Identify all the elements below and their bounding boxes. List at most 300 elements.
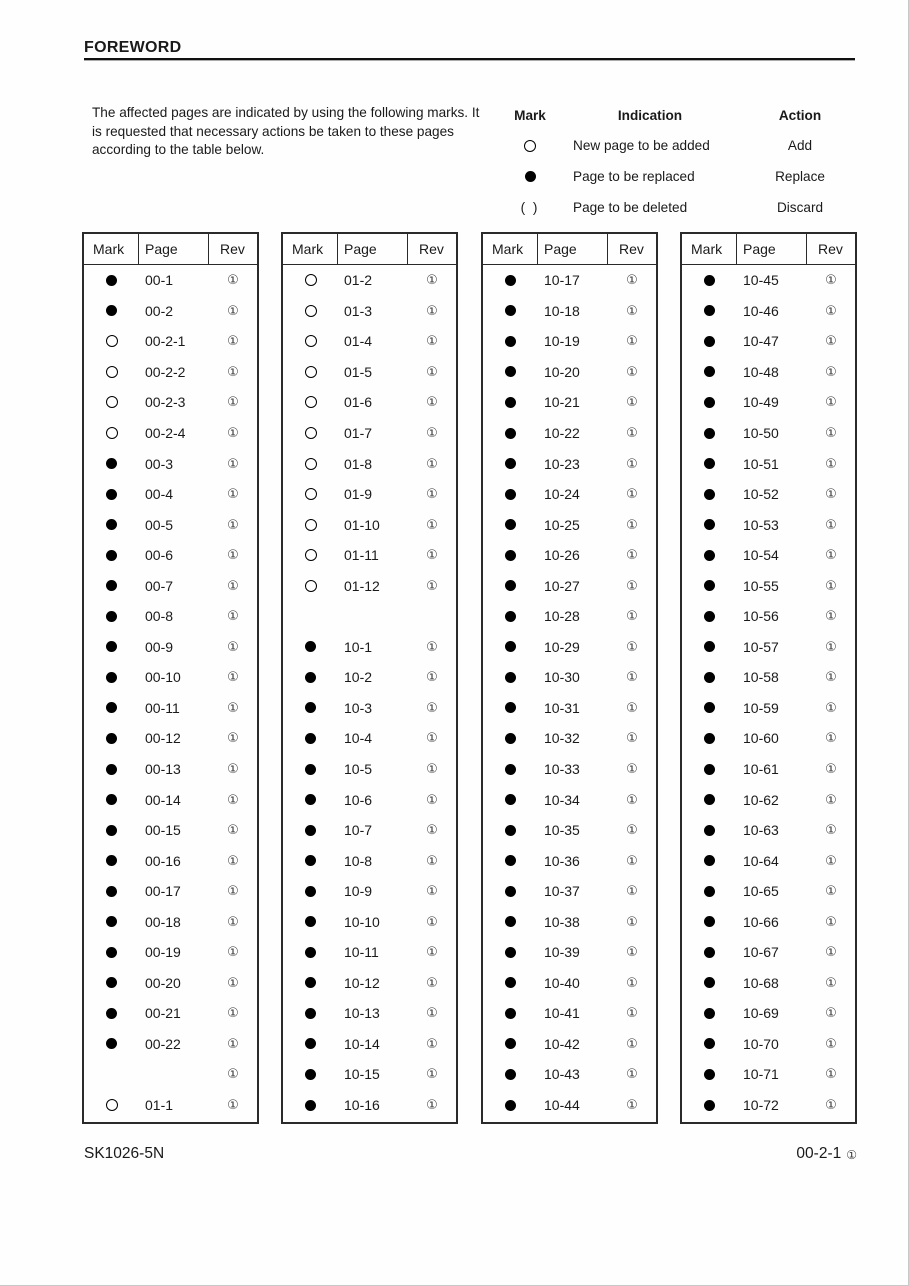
- mark-cell: [84, 702, 139, 713]
- page-cell: 00-9: [145, 638, 174, 655]
- filled-circle-mark: [106, 733, 117, 744]
- mark-cell: [84, 580, 139, 591]
- table-body: [283, 265, 456, 1120]
- open-circle-mark: [305, 335, 317, 347]
- mark-cell: [84, 794, 139, 805]
- mark-cell: [84, 1099, 139, 1111]
- table-header-row: [483, 234, 656, 265]
- open-circle-mark: [106, 427, 118, 439]
- table-row: [283, 968, 456, 999]
- table-row: [283, 906, 456, 937]
- filled-circle-mark: [704, 1100, 715, 1111]
- page-cell: 00-2-2: [145, 363, 186, 380]
- mark-cell: [283, 641, 338, 652]
- filled-circle-mark: [106, 855, 117, 866]
- col-header-mark: Mark: [84, 234, 139, 264]
- page-cell: 10-43: [544, 1066, 580, 1083]
- filled-circle-mark: [505, 702, 516, 713]
- rev-cell: ①: [227, 1066, 239, 1082]
- page-cell: 10-31: [544, 699, 580, 716]
- rev-cell: ①: [227, 883, 239, 899]
- mark-cell: [682, 428, 737, 439]
- mark-cell: [283, 947, 338, 958]
- mark-cell: [283, 366, 338, 378]
- mark-cell: [682, 275, 737, 286]
- page-cell: 10-71: [743, 1066, 779, 1083]
- filled-circle-mark: [505, 1069, 516, 1080]
- filled-circle-mark: [704, 672, 715, 683]
- filled-circle-mark: [106, 794, 117, 805]
- mark-cell: [283, 274, 338, 286]
- table-row: [682, 570, 855, 601]
- table-row: [283, 723, 456, 754]
- mark-cell: [483, 1038, 538, 1049]
- rev-cell: ①: [626, 730, 638, 746]
- page-cell: 10-13: [344, 1005, 380, 1022]
- filled-circle-mark: [305, 1038, 316, 1049]
- rev-cell: ①: [426, 822, 438, 838]
- mark-cell: [483, 641, 538, 652]
- col-header-page: Page: [338, 234, 408, 264]
- page-cell: 01-6: [344, 394, 373, 411]
- table-row: [483, 357, 656, 388]
- table-header-row: [682, 234, 855, 265]
- page-cell: 10-3: [344, 699, 373, 716]
- filled-circle-mark: [704, 489, 715, 500]
- rev-cell: ①: [426, 547, 438, 563]
- col-header-page: Page: [139, 234, 209, 264]
- table-row: [682, 662, 855, 693]
- rev-cell: ①: [227, 516, 239, 532]
- table-row: [84, 693, 257, 724]
- table-header-row: [283, 234, 456, 265]
- page-cell: 10-22: [544, 425, 580, 441]
- page-cell: 10-41: [544, 1005, 580, 1022]
- filled-circle-mark: [505, 397, 516, 408]
- page-cell: 01-2: [344, 272, 373, 289]
- table-row: [283, 693, 456, 724]
- filled-circle-mark: [305, 916, 316, 927]
- mark-cell: [682, 611, 737, 622]
- page-cell: 10-68: [743, 974, 779, 991]
- open-circle-mark: [305, 427, 317, 439]
- table-row: [682, 754, 855, 785]
- table-row: [283, 326, 456, 357]
- mark-cell: [483, 825, 538, 836]
- rev-cell: ①: [626, 883, 638, 899]
- table-row: [84, 968, 257, 999]
- rev-cell: ①: [626, 1097, 638, 1113]
- mark-cell: [483, 764, 538, 775]
- filled-circle-mark: [704, 611, 715, 622]
- table-row: [682, 693, 855, 724]
- legend-header-mark: Mark: [514, 107, 546, 123]
- filled-circle-mark: [704, 794, 715, 805]
- page-cell: 00-15: [145, 822, 181, 839]
- rev-cell: ①: [426, 363, 438, 379]
- mark-cell: [483, 794, 538, 805]
- table-row: [84, 662, 257, 693]
- filled-circle-mark: [305, 794, 316, 805]
- mark-cell: [483, 275, 538, 286]
- rev-cell: ①: [825, 913, 837, 929]
- legend-indication: Page to be replaced: [573, 168, 695, 184]
- table-row: [682, 387, 855, 418]
- page-cell: 00-6: [145, 547, 174, 564]
- title-underline: [84, 58, 855, 60]
- filled-circle-mark: [704, 977, 715, 988]
- rev-cell: ①: [626, 455, 638, 471]
- document-code: SK1026-5N: [84, 1145, 165, 1162]
- legend-indication: New page to be added: [573, 138, 710, 154]
- table-body: [682, 265, 855, 1120]
- legend-action: Add: [787, 138, 813, 154]
- page-cell: 10-49: [743, 394, 779, 411]
- rev-cell: ①: [426, 1035, 438, 1051]
- table-row: [283, 540, 456, 571]
- open-circle-mark: [305, 305, 317, 317]
- table-row: [483, 1029, 656, 1060]
- rev-cell: ①: [227, 333, 239, 349]
- table-row: [84, 815, 257, 846]
- mark-cell: [283, 396, 338, 408]
- table-row: [84, 1029, 257, 1060]
- mark-cell: [483, 702, 538, 713]
- page-cell: 10-54: [743, 547, 779, 564]
- col-header-rev: Rev: [220, 241, 245, 257]
- filled-circle-mark: [505, 305, 516, 316]
- mark-cell: [283, 519, 338, 531]
- rev-cell: ①: [825, 272, 837, 288]
- table-row: [483, 784, 656, 815]
- table-row: [84, 632, 257, 663]
- mark-cell: [84, 764, 139, 775]
- mark-cell: [283, 825, 338, 836]
- table-row: [483, 845, 656, 876]
- page-cell: 10-38: [544, 913, 580, 930]
- mark-cell: [682, 550, 737, 561]
- rev-cell: ①: [825, 1097, 837, 1113]
- rev-cell: ①: [426, 883, 438, 899]
- table-body: [483, 265, 656, 1120]
- table-row: [84, 998, 257, 1029]
- page-cell: 10-20: [544, 363, 580, 380]
- page-cell: 10-8: [344, 852, 373, 869]
- table-row: [682, 1029, 855, 1060]
- page-cell: 00-2-4: [145, 425, 186, 441]
- page-cell: 10-63: [743, 822, 779, 839]
- col-header-mark: Mark: [283, 234, 338, 264]
- rev-cell: ①: [626, 791, 638, 807]
- table-row: [84, 784, 257, 815]
- filled-circle-mark: [106, 611, 117, 622]
- page-cell: 10-36: [544, 852, 580, 869]
- filled-circle-mark: [505, 855, 516, 866]
- filled-circle-mark: [505, 1008, 516, 1019]
- mark-cell: [84, 1038, 139, 1049]
- mark-cell: [283, 1069, 338, 1080]
- rev-cell: ①: [426, 577, 438, 593]
- table-row: [84, 906, 257, 937]
- page-cell: 10-10: [344, 913, 380, 930]
- rev-cell: ①: [227, 638, 239, 654]
- table-row: [283, 601, 456, 632]
- legend-mark-cell: [500, 140, 560, 152]
- open-circle-mark: [305, 396, 317, 408]
- page-cell: 10-53: [743, 516, 779, 533]
- table-row: [483, 509, 656, 540]
- rev-cell: ①: [825, 1005, 837, 1021]
- table-row: [682, 479, 855, 510]
- table-row: [84, 937, 257, 968]
- table-row: [682, 1090, 855, 1121]
- filled-circle-mark: [305, 977, 316, 988]
- mark-cell: [283, 794, 338, 805]
- page-cell: 10-42: [544, 1035, 580, 1052]
- table-row: [483, 326, 656, 357]
- mark-cell: [483, 397, 538, 408]
- table-row: [483, 540, 656, 571]
- legend-header-indication: Indication: [617, 107, 683, 123]
- mark-cell: [84, 335, 139, 347]
- table-row: [283, 479, 456, 510]
- rev-cell: ①: [227, 913, 239, 929]
- page-cell: 00-2-1: [145, 333, 186, 350]
- mark-cell: [283, 855, 338, 866]
- open-circle-mark: [106, 1099, 118, 1111]
- filled-circle-mark: [505, 764, 516, 775]
- filled-circle-mark: [305, 641, 316, 652]
- table-row: [483, 632, 656, 663]
- page-cell: 10-24: [544, 486, 580, 503]
- legend-header-action: Action: [778, 107, 822, 123]
- page-cell: 10-60: [743, 730, 779, 747]
- filled-circle-mark: [305, 1008, 316, 1019]
- mark-cell: [84, 366, 139, 378]
- table-row: [283, 845, 456, 876]
- col-header-page: Page: [737, 234, 807, 264]
- legend-mark-cell: [500, 171, 560, 182]
- rev-cell: ①: [227, 272, 239, 288]
- rev-cell: ①: [825, 852, 837, 868]
- mark-cell: [84, 947, 139, 958]
- rev-cell: ①: [825, 791, 837, 807]
- mark-cell: [682, 641, 737, 652]
- page-cell: 10-11: [344, 944, 379, 961]
- mark-cell: [483, 855, 538, 866]
- filled-circle-mark: [305, 1100, 316, 1111]
- mark-cell: [682, 702, 737, 713]
- page-cell: 10-61: [743, 761, 779, 778]
- mark-cell: [84, 550, 139, 561]
- rev-cell: ①: [626, 944, 638, 960]
- page-cell: 10-25: [544, 516, 580, 533]
- page-cell: 10-67: [743, 944, 779, 961]
- page-cell: 10-12: [344, 974, 380, 991]
- filled-circle-mark: [704, 916, 715, 927]
- rev-cell: ①: [825, 883, 837, 899]
- mark-cell: [283, 764, 338, 775]
- mark-cell: [483, 489, 538, 500]
- mark-cell: [682, 458, 737, 469]
- page-cell: 10-28: [544, 608, 580, 625]
- page-cell: 00-12: [145, 730, 181, 747]
- mark-cell: [283, 702, 338, 713]
- table-row: [283, 418, 456, 449]
- table-row: [483, 754, 656, 785]
- rev-cell: ①: [227, 761, 239, 777]
- filled-circle-mark: [106, 1008, 117, 1019]
- page-cell: 10-64: [743, 852, 779, 869]
- rev-cell: ①: [825, 608, 837, 624]
- rev-cell: ①: [825, 1035, 837, 1051]
- filled-circle-mark: [505, 794, 516, 805]
- filled-circle-mark: [505, 886, 516, 897]
- filled-circle-mark: [505, 458, 516, 469]
- rev-cell: ①: [626, 302, 638, 318]
- mark-cell: [283, 977, 338, 988]
- page-cell: 10-5: [344, 761, 373, 778]
- table-row: [283, 632, 456, 663]
- page-cell: 10-34: [544, 791, 580, 808]
- mark-cell: [682, 397, 737, 408]
- page-cell: 10-16: [344, 1097, 380, 1114]
- mark-cell: [483, 580, 538, 591]
- page-table-2: [281, 232, 458, 1124]
- mark-cell: [483, 886, 538, 897]
- rev-cell: ①: [626, 638, 638, 654]
- rev-cell: ①: [426, 302, 438, 318]
- rev-cell: ①: [426, 730, 438, 746]
- mark-cell: [84, 427, 139, 439]
- mark-cell: [682, 855, 737, 866]
- mark-cell: [84, 733, 139, 744]
- filled-circle-mark: [505, 1038, 516, 1049]
- filled-circle-mark: [106, 764, 117, 775]
- page-cell: 00-13: [145, 761, 181, 778]
- col-header-rev: Rev: [818, 241, 843, 257]
- filled-circle-mark: [704, 366, 715, 377]
- filled-circle-mark: [704, 550, 715, 561]
- rev-cell: ①: [227, 699, 239, 715]
- rev-cell: ①: [626, 363, 638, 379]
- legend-indication: Page to be deleted: [573, 199, 688, 215]
- open-circle-mark: [305, 488, 317, 500]
- table-row: [682, 265, 855, 296]
- rev-cell: ①: [426, 333, 438, 349]
- rev-cell: ①: [227, 974, 239, 990]
- filled-circle-mark: [106, 1038, 117, 1049]
- filled-circle-mark: [704, 641, 715, 652]
- rev-cell: ①: [626, 761, 638, 777]
- table-row: [84, 723, 257, 754]
- mark-cell: [84, 611, 139, 622]
- page-cell: 01-7: [344, 425, 373, 441]
- mark-cell: [682, 305, 737, 316]
- open-circle-mark: [106, 366, 118, 378]
- table-row: [84, 876, 257, 907]
- rev-cell: ①: [227, 455, 239, 471]
- filled-circle-mark: [505, 489, 516, 500]
- rev-cell: ①: [825, 944, 837, 960]
- rev-cell: ①: [426, 1005, 438, 1021]
- page-cell: 00-5: [145, 516, 174, 533]
- mark-cell: [483, 672, 538, 683]
- page-cell: 10-29: [544, 638, 580, 655]
- table-row: [483, 570, 656, 601]
- table-row: [682, 723, 855, 754]
- rev-cell: ①: [426, 669, 438, 685]
- rev-cell: ①: [825, 761, 837, 777]
- mark-cell: [84, 672, 139, 683]
- mark-cell: [283, 458, 338, 470]
- page-cell: 00-20: [145, 974, 181, 991]
- rev-cell: ①: [426, 272, 438, 288]
- table-row: [283, 296, 456, 327]
- table-row: [682, 448, 855, 479]
- filled-circle-mark: [505, 275, 516, 286]
- mark-cell: [483, 1069, 538, 1080]
- page-cell: 00-19: [145, 944, 181, 961]
- table-row: [483, 1059, 656, 1090]
- rev-cell: ①: [626, 913, 638, 929]
- filled-circle-mark: [106, 641, 117, 652]
- page-cell: 00-11: [145, 699, 180, 716]
- mark-cell: [84, 396, 139, 408]
- mark-cell: [283, 427, 338, 439]
- page-cell: 10-69: [743, 1005, 779, 1022]
- rev-cell: ①: [825, 669, 837, 685]
- page-cell: 10-48: [743, 363, 779, 380]
- table-row: [283, 815, 456, 846]
- rev-cell: ①: [825, 486, 837, 502]
- table-row: [84, 387, 257, 418]
- page-cell: 10-51: [743, 455, 779, 472]
- page-cell: 00-17: [145, 883, 181, 900]
- rev-cell: ①: [227, 608, 239, 624]
- table-row: [283, 387, 456, 418]
- filled-circle-mark: [505, 519, 516, 530]
- filled-circle-mark: [704, 458, 715, 469]
- table-row: [283, 662, 456, 693]
- table-row: [682, 418, 855, 449]
- filled-circle-mark: [305, 702, 316, 713]
- mark-cell: [682, 825, 737, 836]
- col-header-page: Page: [538, 234, 608, 264]
- filled-circle-mark: [704, 275, 715, 286]
- filled-circle-mark: [106, 825, 117, 836]
- rev-cell: ①: [825, 425, 837, 440]
- mark-cell: [84, 855, 139, 866]
- mark-cell: [483, 428, 538, 439]
- page-number-text: 00-2-1: [796, 1145, 842, 1162]
- mark-cell: [682, 672, 737, 683]
- rev-cell: ①: [227, 822, 239, 838]
- filled-circle-mark: [106, 977, 117, 988]
- rev-cell: ①: [626, 974, 638, 990]
- table-row: [84, 296, 257, 327]
- filled-circle-mark: [106, 916, 117, 927]
- open-circle-mark: [305, 519, 317, 531]
- table-row: [682, 845, 855, 876]
- table-row: [682, 937, 855, 968]
- page-cell: 10-37: [544, 883, 580, 900]
- table-row: [283, 448, 456, 479]
- page-cell: 10-1: [344, 638, 373, 655]
- mark-cell: [283, 886, 338, 897]
- rev-cell: ①: [227, 730, 239, 746]
- page-cell: 00-21: [145, 1005, 181, 1022]
